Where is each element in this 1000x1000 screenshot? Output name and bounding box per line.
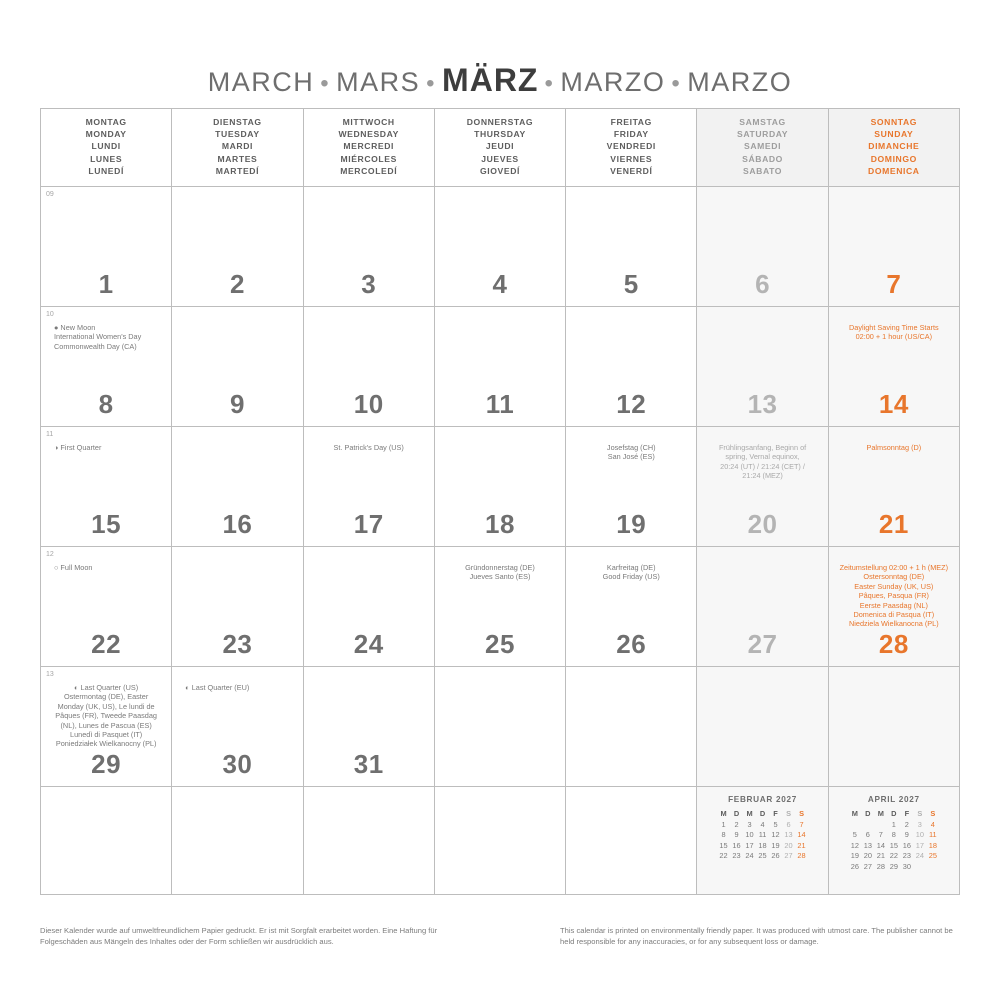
page-title [0, 0, 1000, 99]
day-cell[interactable] [172, 427, 303, 547]
mini-weekday-header: M [746, 809, 753, 818]
mini-day-cell: 25 [758, 851, 767, 860]
mini-day-cell: 19 [850, 851, 859, 860]
mini-day-cell: 4 [930, 819, 935, 829]
mini-day-cell: 2 [734, 819, 739, 829]
mini-day-cell: 21 [876, 851, 885, 860]
calendar-grid [40, 108, 960, 895]
day-number: 11 [485, 389, 515, 419]
footer [40, 926, 960, 947]
mini-weekday-header: S [786, 809, 792, 818]
day-number: 1 [98, 269, 114, 299]
day-cell[interactable] [829, 187, 960, 307]
mini-day-cell: 6 [865, 830, 870, 839]
event-label: Jueves Santo (ES) [469, 572, 531, 582]
mini-day-cell: 20 [863, 851, 872, 860]
day-cell[interactable] [41, 307, 172, 427]
day-number: 22 [91, 629, 122, 659]
weekday-name-wednesday-1: WEDNESDAY [338, 129, 399, 140]
calendar-week-row [41, 667, 960, 787]
mini-day-cell [926, 862, 939, 873]
day-cell[interactable] [829, 307, 960, 427]
title-separator: • [320, 70, 331, 97]
day-cell[interactable] [41, 427, 172, 547]
day-events [46, 443, 166, 452]
day-number: 2 [229, 269, 245, 299]
mini-day-cell: 29 [889, 861, 898, 871]
event-label: Domenica di Pasqua (IT) [853, 610, 935, 620]
weekday-name-monday-2: LUNDI [91, 141, 121, 152]
weekday-name-wednesday-4: MERCOLEDÍ [340, 165, 398, 176]
mini-month-0 [697, 787, 828, 895]
title-part-1: MARS [336, 67, 421, 97]
mini-day-cell: 22 [889, 851, 898, 860]
footer-text-en: This calendar is printed on environmentally friendly paper. It was produced with utmost care. The publisher cannot be held responsible for any inaccuracies, or for any subsequent loss or damage. [560, 926, 953, 946]
mini-day-cell: 27 [784, 851, 793, 860]
mini-day-cell: 5 [773, 819, 778, 829]
day-cell[interactable] [566, 187, 697, 307]
event-label: Josefstag (CH) [606, 443, 656, 452]
day-number: 13 [747, 389, 778, 419]
day-cell[interactable] [697, 187, 828, 307]
day-events [702, 443, 822, 481]
mini-day-cell [874, 820, 887, 831]
event-label: Pâques, Pasqua (FR) [858, 591, 929, 601]
moon-phase-label: ◐ Last Quarter (EU) [185, 683, 250, 692]
weekday-name-saturday-3: SÁBADO [742, 153, 783, 164]
weekday-name-tuesday-1: TUESDAY [215, 129, 260, 140]
weekday-name-friday-0: FREITAG [610, 117, 652, 127]
day-cell[interactable] [566, 547, 697, 667]
mini-day-cell [913, 862, 926, 873]
calendar-week-row [41, 547, 960, 667]
weekday-header-friday [566, 109, 697, 187]
weekday-name-thursday-4: GIOVEDÍ [479, 165, 520, 176]
day-number: 4 [492, 269, 508, 299]
event-label: Zeitumstellung 02:00 + 1 h (MEZ) [839, 563, 949, 572]
mini-day-cell: 10 [745, 830, 754, 839]
day-cell[interactable] [697, 547, 828, 667]
mini-day-cell: 17 [915, 840, 924, 850]
mini-day-cell: 18 [758, 840, 767, 850]
event-label: Good Friday (US) [602, 572, 660, 582]
title-part-0: MARCH [207, 67, 315, 97]
day-number: 10 [353, 389, 384, 419]
day-cell[interactable] [697, 427, 828, 547]
mini-weekday-header: D [733, 809, 740, 818]
mini-day-cell [848, 820, 861, 831]
day-number: 18 [485, 509, 515, 539]
day-cell[interactable] [829, 547, 960, 667]
day-number: 6 [755, 269, 771, 299]
day-cell[interactable] [172, 307, 303, 427]
mini-day-cell: 3 [747, 819, 752, 829]
weekday-name-sunday-4: DOMENICA [868, 165, 920, 176]
day-number: 8 [98, 389, 114, 419]
mini-weekday-header: S [799, 809, 805, 818]
mini-day-cell: 12 [850, 840, 859, 850]
mini-month-title: APRIL 2027 [867, 795, 920, 804]
title-part-2: MÄRZ [442, 62, 539, 98]
event-label: Eerste Paasdag (NL) [859, 600, 928, 610]
mini-day-cell: 16 [732, 840, 741, 850]
calendar-week-row [41, 307, 960, 427]
weekday-name-sunday-3: DOMINGO [870, 153, 917, 164]
weekday-name-saturday-2: SAMEDI [744, 141, 782, 152]
mini-month-title: FEBRUAR 2027 [728, 795, 797, 804]
mini-day-cell: 24 [915, 851, 924, 860]
event-label: Monday (UK, US), Le lundi de [57, 701, 155, 711]
mini-weekday-header: M [851, 809, 858, 818]
weekday-name-wednesday-3: MIÉRCOLES [340, 153, 397, 164]
event-label: 20:24 (UT) / 21:24 (CET) / [720, 461, 805, 471]
event-label: (NL), Lunes de Pascua (ES) [60, 720, 152, 730]
day-cell[interactable] [41, 667, 172, 787]
day-number: 17 [353, 509, 384, 539]
day-number: 5 [623, 269, 639, 299]
moon-phase-label: ◑ First Quarter [54, 443, 102, 452]
weekday-name-friday-4: VENERDÍ [610, 165, 653, 176]
empty-cell [435, 787, 566, 895]
empty-cell [41, 787, 172, 895]
event-label: San José (ES) [607, 452, 655, 462]
mini-day-cell: 11 [928, 830, 937, 839]
mini-day-cell: 15 [719, 840, 728, 850]
mini-day-cell: 19 [771, 840, 780, 850]
weekday-header-tuesday [172, 109, 303, 187]
weekday-name-tuesday-2: MARDI [221, 141, 253, 152]
event-label: Frühlingsanfang, Beginn of [718, 443, 807, 452]
event-label: Easter Sunday (UK, US) [854, 581, 934, 591]
event-label: Ostermontag (DE), Easter [63, 692, 149, 702]
event-label: Palmsonntag (D) [866, 443, 922, 452]
mini-day-cell: 13 [784, 830, 793, 839]
day-number: 28 [878, 629, 909, 659]
mini-day-cell: 7 [878, 830, 883, 839]
weekday-header-saturday [697, 109, 828, 187]
weekday-name-tuesday-3: MARTES [217, 153, 258, 164]
day-events [571, 443, 691, 462]
mini-weekday-header: M [877, 809, 884, 818]
weekday-name-thursday-2: JEUDI [485, 141, 515, 152]
day-events [46, 323, 166, 351]
mini-day-cell: 24 [745, 851, 754, 860]
mini-calendar [697, 795, 827, 862]
day-cell[interactable] [41, 187, 172, 307]
day-number: 27 [747, 629, 778, 659]
day-events [834, 443, 954, 452]
mini-day-cell: 17 [745, 840, 754, 850]
mini-day-cell: 27 [863, 861, 872, 871]
empty-cell [566, 787, 697, 895]
day-cell[interactable] [435, 307, 566, 427]
day-cell[interactable] [566, 667, 697, 787]
day-events [46, 683, 166, 749]
day-cell[interactable] [172, 187, 303, 307]
weekday-header-row [41, 109, 960, 187]
mini-day-cell: 14 [797, 830, 806, 839]
weekday-name-wednesday-0: MITTWOCH [342, 117, 395, 127]
event-label: 02:00 + 1 hour (US/CA) [855, 332, 933, 342]
mini-day-cell: 1 [721, 819, 726, 829]
mini-day-cell: 18 [928, 840, 937, 850]
mini-day-cell: 23 [732, 851, 741, 860]
title-part-4: MARZO [687, 67, 793, 97]
moon-phase-label: ○ Full Moon [54, 563, 93, 572]
mini-day-cell: 3 [917, 819, 922, 829]
mini-day-cell: 5 [852, 830, 857, 839]
mini-month-table [848, 809, 939, 872]
day-number: 30 [222, 749, 253, 779]
mini-day-cell: 6 [786, 819, 791, 829]
mini-day-cell: 8 [721, 830, 726, 839]
empty-cell [172, 787, 303, 895]
mini-weekday-header: D [865, 809, 871, 818]
week-number: 13 [46, 671, 54, 678]
weekday-name-monday-4: LUNEDÍ [88, 165, 124, 176]
day-events [46, 563, 166, 572]
day-cell[interactable] [304, 547, 435, 667]
weekday-header-monday [41, 109, 172, 187]
weekday-name-thursday-3: JUEVES [481, 153, 519, 164]
weekday-name-tuesday-4: MARTEDÍ [215, 165, 260, 176]
mini-day-cell: 14 [876, 840, 885, 850]
mini-day-cell: 7 [799, 819, 804, 829]
day-number: 16 [222, 509, 253, 539]
event-label: Niedziela Wielkanocna (PL) [849, 619, 939, 629]
event-label: Ostersonntag (DE) [863, 572, 925, 582]
event-label: Gründonnerstag (DE) [465, 563, 535, 572]
day-events [834, 323, 954, 342]
mini-day-cell: 22 [719, 851, 728, 860]
day-number: 19 [616, 509, 647, 539]
event-label: Poniedziałek Wielkanocny (PL) [55, 739, 157, 749]
day-cell[interactable] [435, 667, 566, 787]
weekday-name-thursday-0: DONNERSTAG [466, 117, 534, 127]
weekday-header-thursday [435, 109, 566, 187]
week-number: 09 [46, 191, 54, 198]
mini-month-1 [829, 787, 960, 895]
moon-phase-label: ● New Moon [54, 323, 96, 332]
day-number: 23 [222, 629, 253, 659]
day-number: 29 [91, 749, 122, 779]
day-events [440, 563, 560, 582]
mini-weekday-header: D [891, 809, 897, 818]
day-number: 24 [353, 629, 384, 659]
day-cell[interactable] [435, 547, 566, 667]
day-number: 3 [361, 269, 377, 299]
day-number: 15 [91, 509, 122, 539]
event-label: spring, Vernal equinox, [725, 452, 800, 462]
event-label: Daylight Saving Time Starts [849, 323, 939, 332]
weekday-header-wednesday [304, 109, 435, 187]
mini-day-cell: 26 [850, 861, 859, 871]
weekday-name-saturday-0: SAMSTAG [739, 117, 786, 127]
mini-day-cell: 28 [876, 861, 885, 871]
weekday-name-sunday-0: SONNTAG [870, 117, 918, 127]
weekday-name-friday-3: VIERNES [610, 153, 653, 164]
title-separator: • [544, 70, 555, 97]
mini-day-cell: 11 [758, 830, 767, 839]
moon-phase-label: ◐ Last Quarter (US) [74, 683, 139, 692]
event-label: Lunedì di Pasquet (IT) [70, 730, 143, 740]
mini-day-cell: 2 [904, 819, 909, 829]
mini-day-cell: 8 [891, 830, 896, 839]
day-number: 7 [886, 269, 902, 299]
mini-day-cell: 13 [863, 840, 872, 850]
mini-day-cell: 25 [928, 851, 937, 860]
weekday-name-friday-2: VENDREDI [606, 141, 656, 152]
mini-day-cell: 26 [771, 851, 780, 860]
day-number: 9 [229, 389, 245, 419]
event-label: St. Patrick's Day (US) [333, 443, 404, 452]
day-cell[interactable] [172, 667, 303, 787]
mini-day-cell: 15 [889, 840, 898, 850]
day-cell[interactable] [304, 187, 435, 307]
day-cell[interactable] [304, 427, 435, 547]
day-number: 25 [485, 629, 515, 659]
week-number: 11 [46, 431, 54, 438]
day-number: 20 [747, 509, 778, 539]
mini-day-cell: 16 [902, 840, 911, 850]
day-cell[interactable] [435, 187, 566, 307]
weekday-name-sunday-2: DIMANCHE [868, 141, 920, 152]
mini-day-cell: 23 [902, 851, 911, 860]
mini-day-cell: 30 [902, 861, 911, 871]
footer-text-de: Dieser Kalender wurde auf umweltfreundlichem Papier gedruckt. Er ist mit Sorgfalt erarbeitet worden. Eine Haftung für Folgeschäden aus Mängeln des Inhaltes oder der Form schließen wir ausdrücklich aus. [40, 926, 438, 946]
event-label: Pâques (FR), Tweede Paasdag [55, 711, 157, 721]
day-cell[interactable] [304, 667, 435, 787]
day-cell[interactable] [697, 667, 828, 787]
mini-day-cell: 1 [891, 819, 896, 829]
day-cell[interactable] [829, 667, 960, 787]
day-cell[interactable] [435, 427, 566, 547]
event-label: Commonwealth Day (CA) [54, 341, 137, 351]
day-events [309, 443, 429, 452]
day-number: 14 [878, 389, 909, 419]
weekday-name-tuesday-0: DIENSTAG [213, 117, 262, 127]
weekday-name-monday-3: LUNES [90, 153, 123, 164]
day-events [177, 683, 297, 692]
title-separator: • [671, 70, 682, 97]
day-cell[interactable] [172, 547, 303, 667]
mini-weekday-header: F [904, 809, 910, 818]
event-label: 21:24 (MEZ) [742, 471, 783, 481]
event-label: Karfreitag (DE) [606, 563, 656, 572]
mini-day-cell: 21 [797, 840, 806, 850]
day-number: 26 [616, 629, 647, 659]
day-number: 21 [878, 509, 909, 539]
mini-day-cell: 12 [771, 830, 780, 839]
mini-day-cell: 28 [797, 851, 806, 860]
week-number: 12 [46, 551, 54, 558]
day-cell[interactable] [566, 307, 697, 427]
mini-weekday-header: S [930, 809, 936, 818]
mini-day-cell: 4 [760, 819, 765, 829]
weekday-name-monday-0: MONTAG [85, 117, 127, 127]
calendar-week-row [41, 187, 960, 307]
mini-day-cell: 10 [915, 830, 924, 839]
weekday-name-saturday-4: SABATO [743, 165, 783, 176]
mini-day-cell [861, 820, 874, 831]
day-cell[interactable] [697, 307, 828, 427]
calendar-week-row [41, 427, 960, 547]
day-events [571, 563, 691, 582]
weekday-name-friday-1: FRIDAY [613, 129, 649, 140]
day-cell[interactable] [41, 547, 172, 667]
empty-cell [304, 787, 435, 895]
mini-day-cell: 20 [784, 840, 793, 850]
title-part-3: MARZO [560, 67, 666, 97]
mini-day-cell: 9 [904, 830, 909, 839]
weekday-header-sunday [829, 109, 960, 187]
day-cell[interactable] [566, 427, 697, 547]
mini-weekday-header: S [917, 809, 923, 818]
day-number: 31 [353, 749, 384, 779]
weekday-name-thursday-1: THURSDAY [474, 129, 526, 140]
mini-month-table [717, 809, 808, 862]
mini-calendar [829, 795, 959, 872]
day-events [834, 563, 954, 629]
event-label: International Women's Day [54, 332, 142, 342]
mini-weekday-header: F [773, 809, 778, 818]
day-cell[interactable] [829, 427, 960, 547]
mini-day-cell: 9 [734, 830, 739, 839]
day-cell[interactable] [304, 307, 435, 427]
weekday-name-sunday-1: SUNDAY [874, 129, 914, 140]
day-number: 12 [616, 389, 647, 419]
weekday-name-monday-1: MONDAY [85, 129, 127, 140]
mini-weekday-header: D [759, 809, 766, 818]
mini-month-row [41, 787, 960, 895]
week-number: 10 [46, 311, 54, 318]
title-separator: • [426, 70, 437, 97]
mini-weekday-header: M [720, 809, 727, 818]
weekday-name-saturday-1: SATURDAY [736, 129, 789, 140]
weekday-name-wednesday-2: MERCREDI [343, 141, 395, 152]
